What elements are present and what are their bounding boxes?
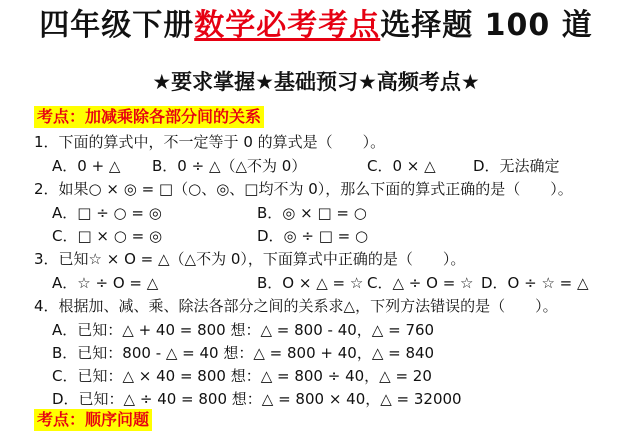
question-4-text: 4．根据加、减、乘、除法各部分之间的关系求△，下列方法错误的是（ ）。 [34,297,558,315]
question-2-option-b: B．◎ × □ = ○ [257,204,367,222]
question-4-option-c: C．已知：△ × 40 = 800 想：△ = 800 ÷ 40，△ = 20 [52,367,432,385]
question-2-option-c: C．□ × ○ = ◎ [52,227,163,245]
question-2-option-a: A．□ ÷ ○ = ◎ [52,204,162,222]
question-4-option-a: A．已知：△ + 40 = 800 想：△ = 800 - 40，△ = 760 [52,321,435,339]
page-subtitle: ★要求掌握★基础预习★高频考点★ [152,70,480,94]
section-heading-order: 考点：顺序问题 [34,409,152,431]
title-highlight: 数学必考考点 [194,8,381,43]
question-3-text: 3．已知☆ × O = △（△不为 0），下面算式中正确的是（ ）。 [34,250,466,268]
question-4-option-d: D．已知：△ ÷ 40 = 800 想：△ = 800 × 40，△ = 32000 [52,390,462,408]
question-1-option-a: A．0 + △ [52,157,121,175]
question-2-option-d: D．◎ ÷ □ = ○ [257,227,369,245]
section-heading-relations: 考点：加减乘除各部分间的关系 [34,106,264,128]
title-prefix: 四年级下册 [39,8,195,43]
question-3-option-b: B．O × △ = ☆ [257,274,364,292]
question-3-option-a: A．☆ ÷ O = △ [52,274,159,292]
question-1-option-b: B．0 ÷ △（△不为 0） [152,157,307,175]
question-3-option-d: D．O ÷ ☆ = △ [481,274,589,292]
question-3-option-c: C．△ ÷ O = ☆ [367,274,474,292]
question-1-option-c: C．0 × △ [367,157,436,175]
title-suffix: 选择题 100 道 [380,8,593,43]
question-1-text: 1．下面的算式中，不一定等于 0 的算式是（ ）。 [34,133,386,151]
question-1-option-d: D．无法确定 [473,157,560,175]
question-4-option-b: B．已知：800 - △ = 40 想：△ = 800 + 40，△ = 840 [52,344,435,362]
page-title [0,6,632,46]
question-2-text: 2．如果○ × ◎ = □（○、◎、□均不为 0），那么下面的算式正确的是（ ）。 [34,180,573,198]
